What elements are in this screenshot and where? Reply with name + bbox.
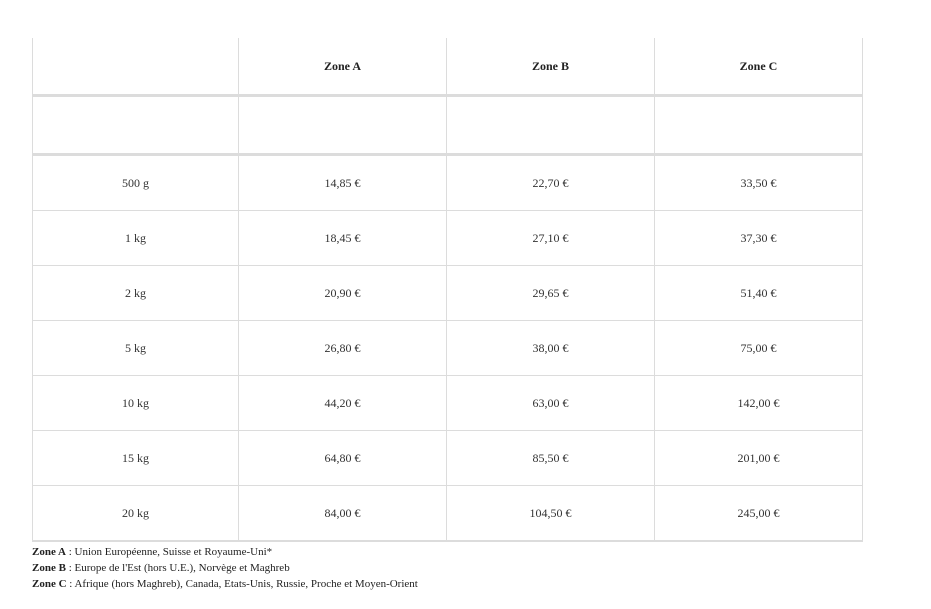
legend-separator: : (65, 562, 75, 574)
empty-row (33, 96, 863, 155)
legend-description: Afrique (hors Maghreb), Canada, Etats-Unis, Russie, Proche et Moyen-Orient (74, 578, 418, 590)
header-weight (33, 38, 239, 96)
legend-description: Europe de l'Est (hors U.E.), Norvège et Maghreb (74, 562, 290, 574)
weight-cell: 20 kg (33, 486, 239, 542)
table-row (33, 376, 863, 431)
price-cell: 18,45 € (239, 211, 447, 266)
legend-zone-name: Zone C (32, 578, 67, 590)
price-cell: 85,50 € (447, 431, 655, 486)
price-cell: 245,00 € (655, 486, 863, 542)
price-cell: 75,00 € (655, 321, 863, 376)
shipping-rates-table (32, 38, 863, 542)
table-row (33, 155, 863, 211)
price-cell: 22,70 € (447, 155, 655, 211)
legend-line (32, 544, 418, 560)
zone-legend (32, 544, 418, 592)
price-cell: 64,80 € (239, 431, 447, 486)
price-cell: 201,00 € (655, 431, 863, 486)
legend-zone-name: Zone B (32, 562, 66, 574)
price-cell: 29,65 € (447, 266, 655, 321)
legend-description: Union Européenne, Suisse et Royaume-Uni* (74, 546, 273, 558)
table-row (33, 431, 863, 486)
price-cell: 14,85 € (239, 155, 447, 211)
legend-line (32, 576, 418, 592)
table-header-row (33, 38, 863, 96)
legend-line (32, 560, 418, 576)
header-zone-c: Zone C (655, 38, 863, 96)
weight-cell: 10 kg (33, 376, 239, 431)
price-cell: 51,40 € (655, 266, 863, 321)
empty-cell (33, 96, 239, 155)
price-cell: 63,00 € (447, 376, 655, 431)
price-cell: 37,30 € (655, 211, 863, 266)
table-row (33, 266, 863, 321)
price-cell: 142,00 € (655, 376, 863, 431)
weight-cell: 1 kg (33, 211, 239, 266)
empty-cell (447, 96, 655, 155)
price-cell: 38,00 € (447, 321, 655, 376)
price-cell: 44,20 € (239, 376, 447, 431)
price-cell: 33,50 € (655, 155, 863, 211)
weight-cell: 5 kg (33, 321, 239, 376)
empty-cell (239, 96, 447, 155)
legend-separator: : (65, 546, 75, 558)
legend-zone-name: Zone A (32, 546, 66, 558)
table-row (33, 211, 863, 266)
legend-separator: : (66, 578, 75, 590)
weight-cell: 2 kg (33, 266, 239, 321)
price-cell: 27,10 € (447, 211, 655, 266)
weight-cell: 500 g (33, 155, 239, 211)
table-row (33, 486, 863, 542)
table-body (33, 96, 863, 542)
weight-cell: 15 kg (33, 431, 239, 486)
header-zone-a: Zone A (239, 38, 447, 96)
price-cell: 26,80 € (239, 321, 447, 376)
table-row (33, 321, 863, 376)
price-cell: 84,00 € (239, 486, 447, 542)
price-cell: 20,90 € (239, 266, 447, 321)
empty-cell (655, 96, 863, 155)
price-cell: 104,50 € (447, 486, 655, 542)
header-zone-b: Zone B (447, 38, 655, 96)
